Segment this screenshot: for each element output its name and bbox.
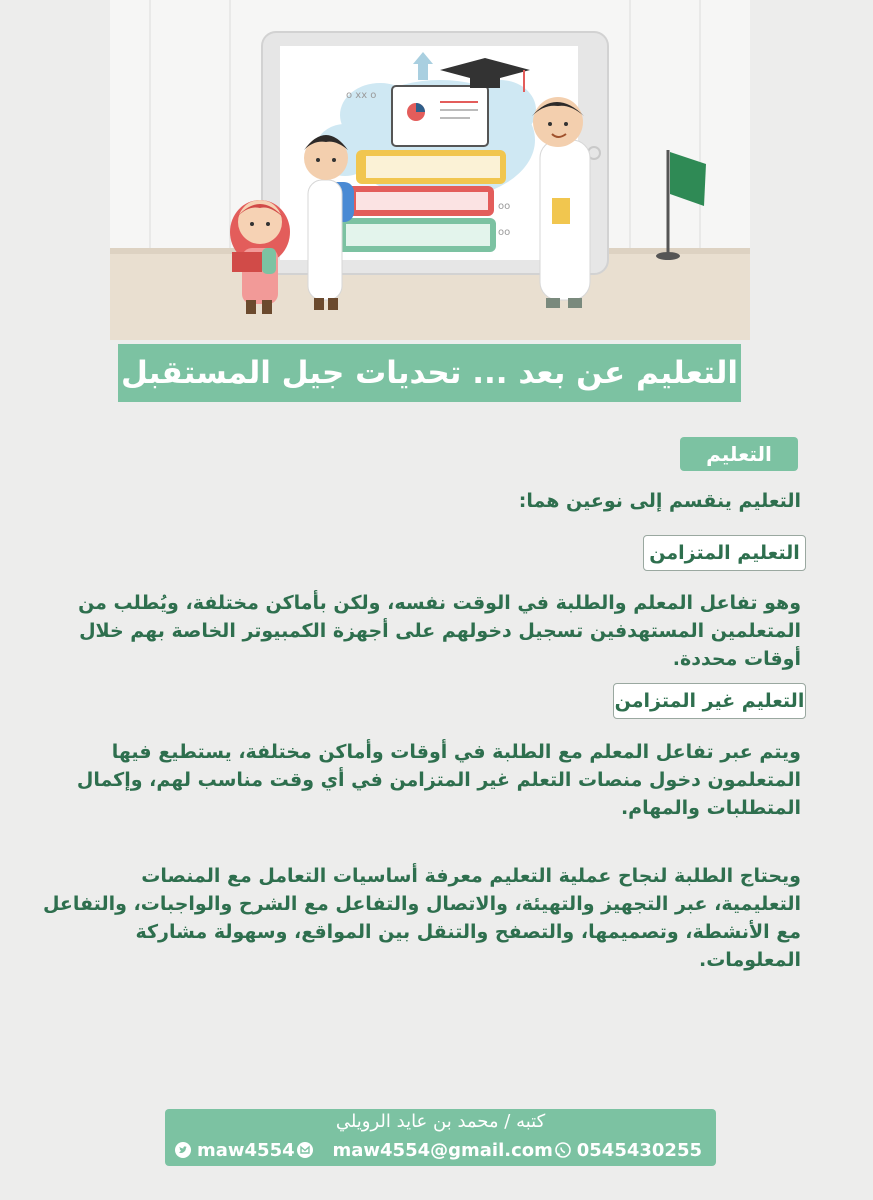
intro-text: التعليم ينقسم إلى نوعين هما: xyxy=(518,490,801,512)
section-tag xyxy=(680,437,798,471)
author-credit: كتبه / محمد بن عايد الرويلي xyxy=(335,1111,546,1132)
author-footer xyxy=(165,1109,716,1166)
email-address: maw4554@gmail.com xyxy=(332,1139,553,1161)
asynchronous-line-1: ويتم عبر تفاعل المعلم مع الطلبة في أوقات وأماكن مختلفة، يستطيع فيها xyxy=(111,741,801,763)
screen-mark-4: oo xyxy=(498,227,511,238)
closing-line-1: ويحتاج الطلبة لنجاح عملية التعليم معرفة أساسيات التعامل مع المنصات xyxy=(141,865,801,887)
asynchronous-line-3: المتطلبات والمهام. xyxy=(620,797,801,819)
asynchronous-line-2: المتعلمون دخول منصات التعلم غير المتزامن في أي وقت مناسب لهم، وإكمال xyxy=(76,769,801,791)
phone-number: 0545430255 xyxy=(576,1139,702,1161)
closing-line-2: التعليمية، عبر التجهيز والتهيئة، والاتصال والتفاعل مع الشرح والواجبات، والتفاعل xyxy=(42,893,801,915)
closing-line-4: المعلومات. xyxy=(699,949,801,971)
asynchronous-heading-box xyxy=(613,683,806,719)
asynchronous-body xyxy=(77,738,801,822)
synchronous-heading: التعليم المتزامن xyxy=(649,542,800,564)
page-title: التعليم عن بعد ... تحديات جيل المستقبل xyxy=(120,355,739,391)
twitter-icon xyxy=(175,1142,191,1158)
section-tag-label: التعليم xyxy=(706,442,772,466)
synchronous-body xyxy=(78,589,801,673)
synchronous-heading-box xyxy=(643,535,806,571)
phone-contact[interactable] xyxy=(555,1140,702,1161)
closing-body xyxy=(43,862,801,974)
screen-mark-1: o xx o xyxy=(346,90,377,101)
twitter-handle: maw4554 xyxy=(197,1139,295,1161)
screen-mark-3: oo xyxy=(498,201,511,212)
synchronous-line-1: وهو تفاعل المعلم والطلبة في الوقت نفسه، ولكن بأماكن مختلفة، ويُطلب من xyxy=(78,592,801,614)
email-contact[interactable] xyxy=(297,1140,553,1161)
boy-character-2 xyxy=(532,97,590,308)
hero-illustration xyxy=(0,0,873,340)
whatsapp-icon xyxy=(555,1142,571,1158)
books-stack xyxy=(336,150,506,252)
contact-row xyxy=(175,1138,702,1162)
asynchronous-heading: التعليم غير المتزامن xyxy=(614,690,805,712)
closing-line-3: مع الأنشطة، وتصميمها، والتصفح والتنقل بين المواقع، وسهولة مشاركة xyxy=(135,921,801,943)
email-icon xyxy=(297,1142,313,1158)
synchronous-line-2: المتعلمين المستهدفين تسجيل دخولهم على أجهزة الكمبيوتر الخاصة بهم خلال xyxy=(79,620,801,642)
synchronous-line-3: أوقات محددة. xyxy=(672,648,801,670)
title-banner xyxy=(118,344,741,402)
twitter-contact[interactable] xyxy=(175,1140,295,1161)
